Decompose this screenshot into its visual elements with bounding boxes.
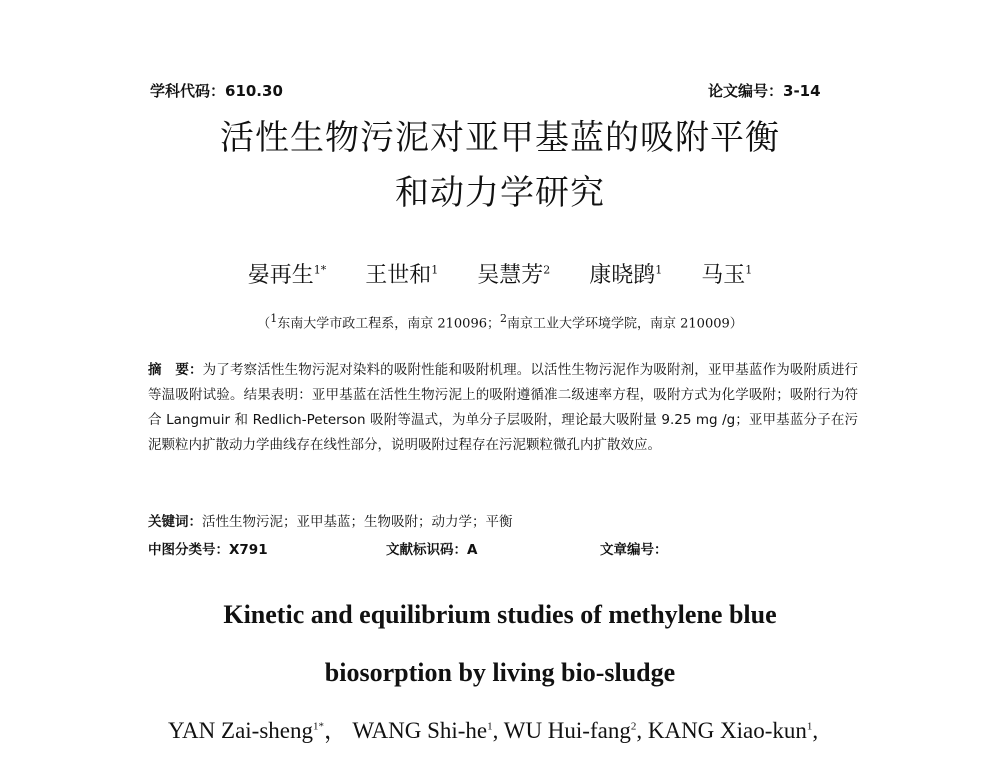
author-name: WANG Shi-he: [352, 718, 488, 743]
author: [365, 263, 438, 288]
separator: ,: [812, 718, 819, 743]
paren: （: [257, 316, 271, 332]
title-cn-line-1: 活性生物污泥对亚甲基蓝的吸附平衡: [220, 118, 780, 158]
affiliations: [0, 312, 1000, 331]
clc-number: 中图分类号：X791: [148, 542, 268, 558]
author-sup: 1: [806, 720, 813, 733]
aff-sup: 2: [500, 312, 507, 325]
title-cn-line-2: 和动力学研究: [395, 173, 605, 213]
abstract-text: 为了考察活性生物污泥对染料的吸附性能和吸附机理。以活性生物污泥作为吸附剂，亚甲基蓝作为吸附质进行等温吸附试验。结果表明：亚甲基蓝在活性生物污泥上的吸附遵循准二级速率方程，吸附方式为化学吸附；吸附行为符合 Langmuir 和 Redlich-Peterson 吸附等温式，为单分子层吸附，理论最大吸附量 9.25 mg /g；亚甲基蓝分子在污泥颗粒内扩散动力学曲线存在线性部分，说明吸附过程存在污泥颗粒微孔内扩散效应。: [148, 362, 859, 453]
aff-sup: 1: [270, 312, 278, 325]
author-sup: 1*: [313, 263, 327, 277]
author-sup: 1: [655, 263, 663, 277]
author: [589, 263, 662, 288]
article-number: 文章编号：: [600, 542, 668, 558]
title-en-line-2: biosorption by living bio-sludge: [324, 658, 676, 687]
author: [248, 263, 327, 288]
affiliation-1: 东南大学市政工程系，南京 210096；: [277, 316, 500, 332]
abstract-label: 摘 要：: [148, 362, 203, 378]
author-sup: 1: [431, 263, 439, 277]
author-name: 康晓鹍: [589, 263, 656, 288]
affiliation-2: 南京工业大学环境学院，南京 210009）: [507, 316, 743, 332]
authors-en: [168, 712, 818, 745]
separator: ,: [492, 718, 504, 743]
separator: ,: [636, 718, 648, 743]
author-sup: 2: [543, 263, 551, 277]
authors-cn: [0, 258, 1000, 289]
author-sup: 1: [745, 263, 753, 277]
paper-number: 论文编号：3-14: [708, 82, 821, 100]
author-name: KANG Xiao-kun: [647, 718, 807, 743]
separator: ，: [324, 718, 347, 743]
abstract: [148, 358, 858, 458]
author-sup: 1: [487, 720, 493, 733]
subject-code: 学科代码：610.30: [150, 82, 283, 100]
author-name: 马玉: [701, 263, 746, 288]
document-code: 文献标识码：A: [386, 542, 478, 558]
keywords-label: 关键词：: [148, 514, 202, 530]
author-sup: 2: [630, 720, 637, 733]
title-en-line-1: Kinetic and equilibrium studies of methylene blue: [223, 600, 777, 629]
author-name: WU Hui-fang: [503, 718, 631, 743]
author-name: YAN Zai-sheng: [168, 718, 313, 743]
author-name: 王世和: [365, 263, 432, 288]
author: [477, 263, 550, 288]
author-name: 吴慧芳: [477, 263, 544, 288]
author-sup: 1*: [313, 720, 324, 733]
keywords: [148, 510, 513, 530]
keywords-text: 活性生物污泥；亚甲基蓝；生物吸附；动力学；平衡: [202, 514, 513, 530]
author-name: 晏再生: [247, 263, 314, 288]
author: [701, 263, 752, 288]
